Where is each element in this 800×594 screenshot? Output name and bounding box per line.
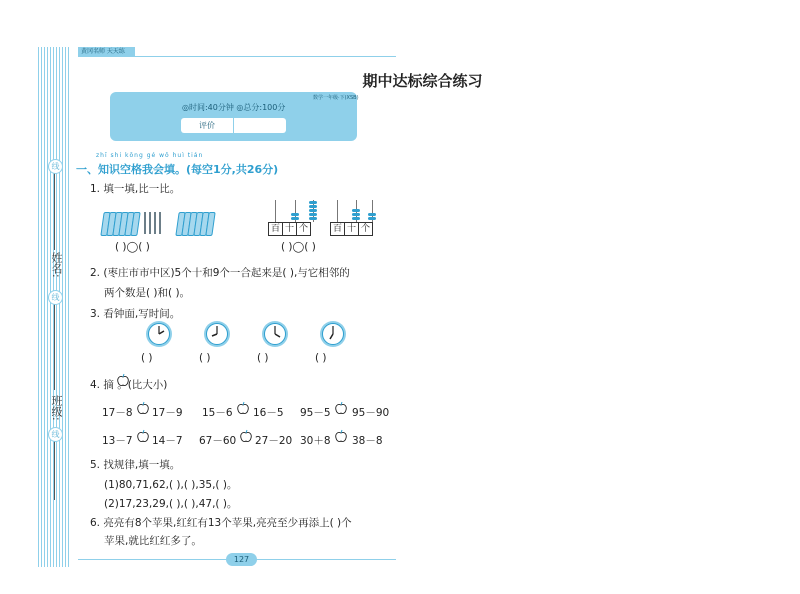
binding-line	[54, 440, 55, 500]
apple-icon	[116, 373, 130, 387]
compare-expr: 27－20	[255, 435, 293, 447]
page-number: 127	[226, 553, 257, 566]
grade-tag: 数学一年级·下(XSB)	[313, 95, 359, 101]
header-ribbon: 黄冈名师 天天练	[78, 47, 135, 56]
compare-expr: 17－9	[152, 407, 183, 419]
compare-expr: 15－6	[202, 407, 233, 419]
compare-expr: 13－7	[102, 435, 133, 447]
question-6-line2: 苹果,就比红红多了。	[104, 535, 202, 547]
compare-blanks-right[interactable]: ( )◯( )	[281, 241, 316, 253]
clock-icon	[145, 320, 173, 348]
compare-expr: 16－5	[253, 407, 284, 419]
compare-expr: 95－90	[352, 407, 390, 419]
compare-expr: 14－7	[152, 435, 183, 447]
question-1: 1. 填一填,比一比。	[90, 183, 181, 195]
question-2-line2: 两个数是( )和( )。	[104, 287, 191, 299]
evaluation-label: 评价	[181, 118, 234, 133]
question-6-line1: 6. 亮亮有8个苹果,红红有13个苹果,亮亮至少再添上( )个	[90, 517, 352, 529]
question-3: 3. 看钟面,写时间。	[90, 308, 181, 320]
question-4: 4. 摘 。(比大小)	[90, 379, 168, 391]
abacus-label: 个	[360, 224, 370, 234]
page-title: 期中达标综合练习	[362, 72, 483, 90]
header-divider	[78, 56, 396, 57]
question-5: 5. 找规律,填一填。	[90, 459, 181, 471]
apple-icon[interactable]	[136, 401, 150, 415]
clock-answer-4[interactable]: ( )	[315, 352, 327, 364]
apple-icon[interactable]	[236, 401, 250, 415]
section-heading: 一、知识空格我会填。(每空1分,共26分)	[76, 163, 279, 176]
clock-answer-1[interactable]: ( )	[141, 352, 153, 364]
binding-line	[54, 300, 55, 390]
abacus-label: 十	[345, 223, 359, 235]
pattern-line-2: (2)17,23,29,( ),( ),47,( )。	[104, 498, 238, 510]
abacus-label: 个	[298, 224, 308, 234]
section-pinyin: zhī shi kōng gé wǒ huì tián	[96, 152, 204, 159]
apple-icon[interactable]	[334, 401, 348, 415]
clock-icon	[261, 320, 289, 348]
apple-icon[interactable]	[334, 429, 348, 443]
clock-answer-2[interactable]: ( )	[199, 352, 211, 364]
apple-icon[interactable]	[136, 429, 150, 443]
clock-icon	[203, 320, 231, 348]
apple-icon[interactable]	[239, 429, 253, 443]
compare-expr: 38－8	[352, 435, 383, 447]
compare-expr: 17－8	[102, 407, 133, 419]
binding-mark: 线	[48, 159, 63, 174]
compare-expr: 95－5	[300, 407, 331, 419]
clock-answer-3[interactable]: ( )	[257, 352, 269, 364]
binding-mark: 线	[48, 427, 63, 442]
binding-mark: 线	[48, 290, 63, 305]
abacus-label: 百	[331, 223, 345, 235]
class-label: 班级:	[50, 395, 63, 421]
abacus-label: 百	[269, 223, 283, 235]
compare-expr: 67－60	[199, 435, 237, 447]
pattern-line-1: (1)80,71,62,( ),( ),35,( )。	[104, 479, 238, 491]
binding-line	[54, 165, 55, 250]
question-2-line1: 2. (枣庄市市中区)5个十和9个一合起来是( ),与它相邻的	[90, 267, 350, 279]
time-score-info: ◎时间:40分钟 ◎总分:100分	[182, 103, 286, 112]
name-label: 姓名:	[50, 252, 63, 278]
abacus-label: 十	[283, 223, 297, 235]
compare-blanks-left[interactable]: ( )◯( )	[115, 241, 150, 253]
compare-expr: 30＋8	[300, 435, 331, 447]
clock-icon	[319, 320, 347, 348]
